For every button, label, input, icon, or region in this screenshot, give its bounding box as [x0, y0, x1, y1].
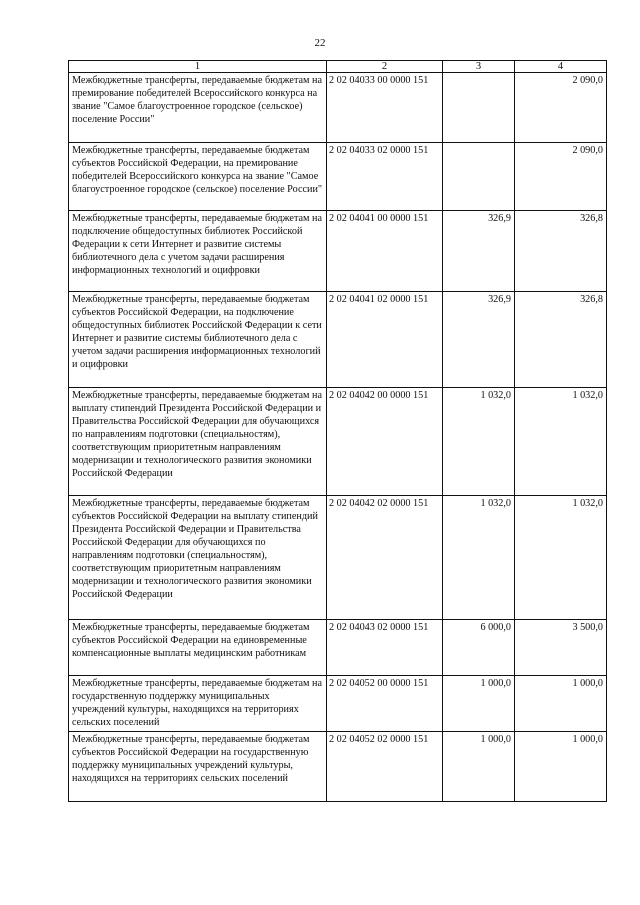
table-row: [69, 388, 607, 496]
table-row: [69, 732, 607, 802]
table-row: [69, 143, 607, 211]
row-value-col3: 6 000,0: [443, 620, 515, 676]
table-row: [69, 496, 607, 620]
row-code: 2 02 04052 02 0000 151: [327, 732, 443, 802]
row-description: Межбюджетные трансферты, передаваемые бюджетам субъектов Российской Федерации на выплату стипендий Президента Российской Федерации и Правительства Российской Федерации для обучающихся по направлениям подготовки (специальностям), соответствующим приоритетным направлениям модернизации и технологического развития экономики Российской Федерации: [69, 496, 327, 620]
row-value-col3: [443, 73, 515, 143]
row-code: 2 02 04042 02 0000 151: [327, 496, 443, 620]
table-row: [69, 620, 607, 676]
row-code: 2 02 04041 00 0000 151: [327, 211, 443, 292]
row-value-col4: 2 090,0: [515, 73, 607, 143]
header-row: [69, 61, 607, 73]
table-row: [69, 211, 607, 292]
table-row: [69, 676, 607, 732]
row-value-col3: 1 032,0: [443, 496, 515, 620]
row-value-col3: 326,9: [443, 292, 515, 388]
row-value-col4: 326,8: [515, 292, 607, 388]
column-header-1: 1: [69, 61, 327, 73]
row-code: 2 02 04033 00 0000 151: [327, 73, 443, 143]
row-description: Межбюджетные трансферты, передаваемые бюджетам субъектов Российской Федерации на единовременные компенсационные выплаты медицинским работникам: [69, 620, 327, 676]
row-value-col4: 326,8: [515, 211, 607, 292]
row-value-col4: 1 032,0: [515, 388, 607, 496]
row-description: Межбюджетные трансферты, передаваемые бюджетам субъектов Российской Федерации на государственную поддержку муниципальных учреждений культуры, находящихся на территориях сельских поселений: [69, 732, 327, 802]
row-description: Межбюджетные трансферты, передаваемые бюджетам на государственную поддержку муниципальных учреждений культуры, находящихся на территориях сельских поселений: [69, 676, 327, 732]
row-value-col3: 326,9: [443, 211, 515, 292]
budget-table: [68, 60, 607, 802]
row-value-col4: 2 090,0: [515, 143, 607, 211]
row-value-col4: 1 032,0: [515, 496, 607, 620]
column-header-2: 2: [327, 61, 443, 73]
row-value-col3: 1 000,0: [443, 732, 515, 802]
row-description: Межбюджетные трансферты, передаваемые бюджетам субъектов Российской Федерации, на подключение общедоступных библиотек Российской Федерации к сети Интернет и развитие системы библиотечного дела с учетом задачи расширения информационных технологий и оцифровки: [69, 292, 327, 388]
row-description: Межбюджетные трансферты, передаваемые бюджетам на премирование победителей Всероссийского конкурса на звание "Самое благоустроенное городское (сельское) поселение России": [69, 73, 327, 143]
row-code: 2 02 04042 00 0000 151: [327, 388, 443, 496]
row-value-col3: 1 000,0: [443, 676, 515, 732]
row-code: 2 02 04052 00 0000 151: [327, 676, 443, 732]
row-value-col4: 3 500,0: [515, 620, 607, 676]
column-header-4: 4: [515, 61, 607, 73]
table-row: [69, 73, 607, 143]
row-code: 2 02 04033 02 0000 151: [327, 143, 443, 211]
page-number: 22: [314, 37, 326, 49]
table-row: [69, 292, 607, 388]
row-value-col4: 1 000,0: [515, 676, 607, 732]
row-value-col3: [443, 143, 515, 211]
row-value-col4: 1 000,0: [515, 732, 607, 802]
row-value-col3: 1 032,0: [443, 388, 515, 496]
column-header-3: 3: [443, 61, 515, 73]
row-code: 2 02 04043 02 0000 151: [327, 620, 443, 676]
row-description: Межбюджетные трансферты, передаваемые бюджетам на подключение общедоступных библиотек Российской Федерации к сети Интернет и развитие системы библиотечного дела с учетом задачи расширения информационных технологий и оцифровки: [69, 211, 327, 292]
row-description: Межбюджетные трансферты, передаваемые бюджетам субъектов Российской Федерации, на премирование победителей Всероссийского конкурса на звание "Самое благоустроенное городское (сельское) поселение России": [69, 143, 327, 211]
row-description: Межбюджетные трансферты, передаваемые бюджетам на выплату стипендий Президента Российской Федерации и Правительства Российской Федерации для обучающихся по направлениям подготовки (специальностям), соответствующим приоритетным направлениям модернизации и технологического развития экономики Российской Федерации: [69, 388, 327, 496]
row-code: 2 02 04041 02 0000 151: [327, 292, 443, 388]
